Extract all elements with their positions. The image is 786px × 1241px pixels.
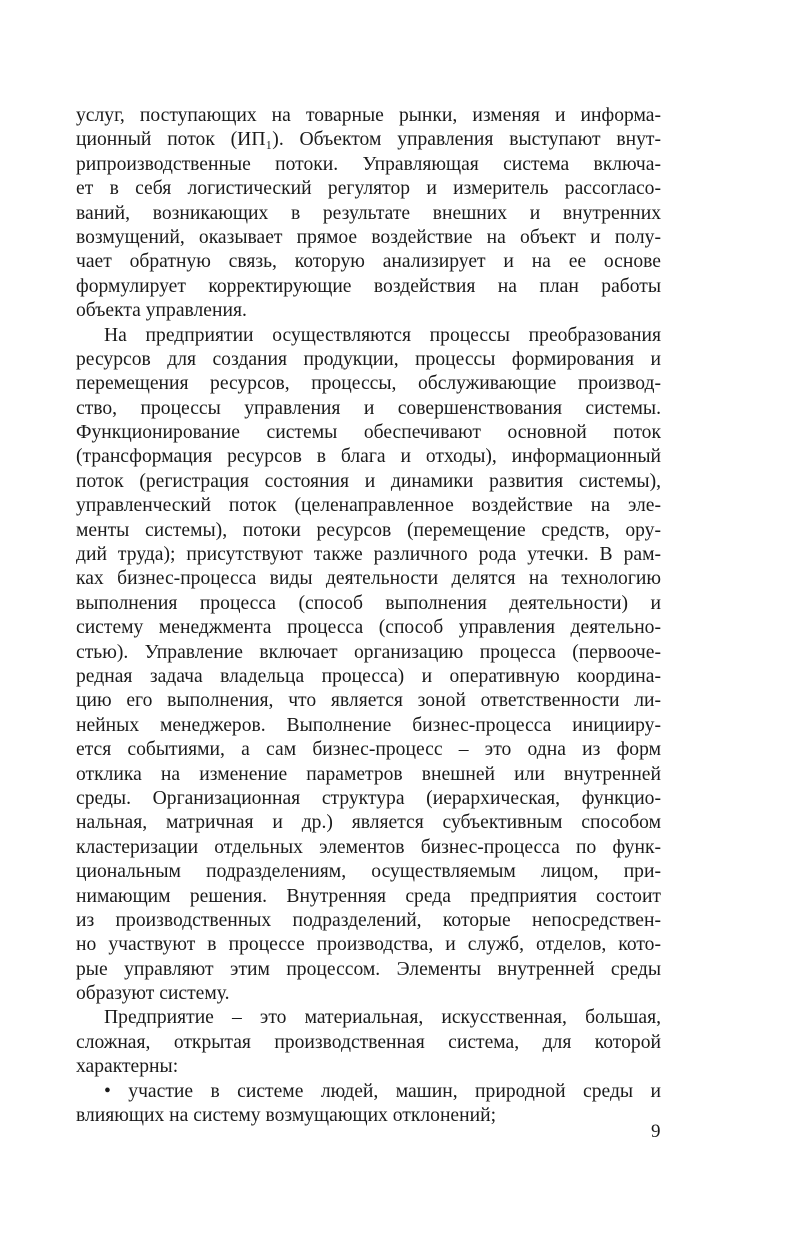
text-line: из производственных подразделений, которые непосредствен- xyxy=(76,909,661,931)
text-line: образуют систему. xyxy=(76,983,230,1005)
text-line: нальная, матричная и др.) является субъективным способом xyxy=(76,812,661,834)
text-line: менты системы), потоки ресурсов (перемещение средств, ору- xyxy=(76,519,661,541)
paragraph xyxy=(76,1006,661,1079)
text-line: ство, процессы управления и совершенствования системы. xyxy=(76,397,661,419)
bullet-item xyxy=(76,1080,661,1129)
text-line: циональным подразделениям, осуществляемым лицом, при- xyxy=(76,861,661,883)
text-line: управленческий поток (целенаправленное воздействие на эле- xyxy=(76,495,661,517)
text-line: Функционирование системы обеспечивают основной поток xyxy=(76,422,661,444)
text-line: нейных менеджеров. Выполнение бизнес-процесса иницииру- xyxy=(76,714,661,736)
text-line: отклика на изменение параметров внешней или внутренней xyxy=(76,763,661,785)
text-line: стью). Управление включает организацию процесса (первооче- xyxy=(76,641,661,663)
text-line: ках бизнес-процесса виды деятельности делятся на технологию xyxy=(76,568,661,590)
text-line: На предприятии осуществляются процессы преобразования xyxy=(104,324,661,346)
text-line: рипроизводственные потоки. Управляющая система включа- xyxy=(76,153,661,175)
text-line: поток (регистрация состояния и динамики развития системы), xyxy=(76,470,661,492)
text-line: ресурсов для создания продукции, процессы формирования и xyxy=(76,348,661,370)
text-line: формулирует корректирующие воздействия на план работы xyxy=(76,275,661,297)
text-line: ется событиями, а сам бизнес-процесс – это одна из форм xyxy=(76,739,661,761)
text-line: ваний, возникающих в результате внешних и внутренних xyxy=(76,202,661,224)
text-line: сложная, открытая производственная система, для которой xyxy=(76,1031,661,1053)
text-line: нимающим решения. Внутренняя среда предприятия состоит xyxy=(76,885,661,907)
text-line: влияющих на систему возмущающих отклонений; xyxy=(76,1105,497,1127)
page-body xyxy=(76,104,661,1128)
text-line: среды. Организационная структура (иерархическая, функцио- xyxy=(76,787,661,809)
text-line: систему менеджмента процесса (способ управления деятельно- xyxy=(76,617,661,639)
text-line: перемещения ресурсов, процессы, обслуживающие производ- xyxy=(76,373,661,395)
paragraph xyxy=(76,104,661,324)
text-line: ционный поток (ИП₁). Объектом управления выступают внут- xyxy=(76,129,661,151)
text-line: кластеризации отдельных элементов бизнес-процесса по функ- xyxy=(76,836,661,858)
paragraph xyxy=(76,324,661,1007)
text-line: но участвуют в процессе производства, и служб, отделов, кото- xyxy=(76,934,661,956)
text-line: характерны: xyxy=(76,1056,179,1078)
text-line: ет в себя логистический регулятор и измеритель рассогласо- xyxy=(76,178,661,200)
text-line: чает обратную связь, которую анализирует и на ее основе xyxy=(76,251,661,273)
page-number: 9 xyxy=(651,1121,661,1142)
text-line: возмущений, оказывает прямое воздействие на объект и полу- xyxy=(76,226,661,248)
text-line: (трансформация ресурсов в блага и отходы), информационный xyxy=(76,446,661,468)
text-line: редная задача владельца процесса) и оперативную координа- xyxy=(76,665,661,687)
text-line: Предприятие – это материальная, искусственная, большая, xyxy=(104,1007,661,1029)
text-line: дий труда); присутствуют также различного рода утечки. В рам- xyxy=(76,544,661,566)
text-line: объекта управления. xyxy=(76,300,247,322)
text-line: • участие в системе людей, машин, природной среды и xyxy=(104,1080,661,1102)
text-line: рые управляют этим процессом. Элементы внутренней среды xyxy=(76,958,661,980)
text-line: цию его выполнения, что является зоной ответственности ли- xyxy=(76,690,661,712)
text-line: выполнения процесса (способ выполнения деятельности) и xyxy=(76,592,661,614)
text-line: услуг, поступающих на товарные рынки, изменяя и информа- xyxy=(76,105,661,126)
